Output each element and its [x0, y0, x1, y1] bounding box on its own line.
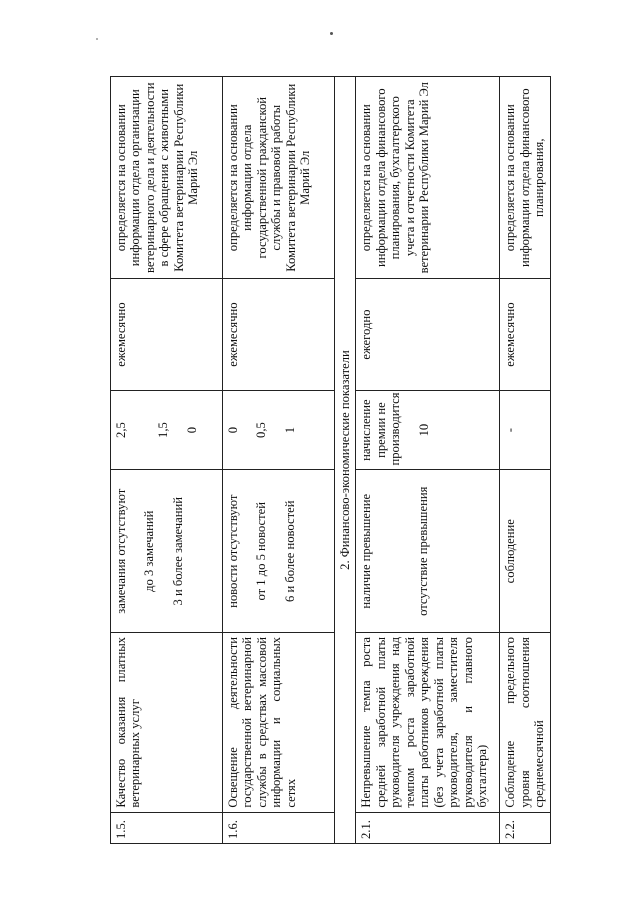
rotated-table-frame	[110, 76, 547, 844]
criteria-cell	[111, 470, 223, 633]
points-value: 1	[282, 426, 297, 434]
criterion: 3 и более замечаний	[170, 497, 185, 606]
indicator-name: Освещение деятельности государственной ветеринарной службы в средствах массовой информации и социальных сетях	[223, 633, 335, 813]
criterion: отсутствие превышения	[415, 486, 430, 616]
criterion: замечания отсутствуют	[114, 488, 128, 614]
section-title: 2. Финансово-экономические показатели	[335, 77, 356, 844]
source-info: определяется на основании информации отдела финансового планирования, бухгалтерского учета и отчетности Комитета ветеринарии Республики Марий Эл	[356, 77, 500, 279]
periodicity: ежемесячно	[500, 279, 550, 390]
indicator-name: Соблюдение предельного уровня соотношения среднемесячной	[500, 633, 550, 813]
points-value: начисление премии не производится	[359, 392, 403, 466]
criterion: от 1 до 5 новостей	[254, 502, 269, 601]
periodicity: ежемесячно	[111, 279, 223, 390]
periodicity: ежемесячно	[223, 279, 335, 390]
points-value: -	[500, 390, 550, 470]
criterion: до 3 замечаний	[142, 510, 157, 592]
points-value: 2,5	[114, 422, 128, 438]
source-info: определяется на основании информации отдела финансового планирования,	[500, 77, 550, 279]
table-row	[111, 77, 223, 844]
indicator-name: Непревышение темпа роста средней заработной платы руководителя учреждения над темпом роста заработной платы работников учреждения (без учета заработной платы руководителя, заместителя руководителя и главного бухгалтера)	[356, 633, 500, 813]
scan-speck	[96, 38, 98, 40]
criteria-table	[110, 76, 551, 844]
source-info: определяется на основании информации отдела организации ветеринарного дела и деятельности в сфере обращения с животными Комитета ветеринарии Республики Марий Эл	[111, 77, 223, 279]
points-value: 0,5	[254, 422, 269, 438]
criteria-cell	[356, 470, 500, 633]
points-cell	[111, 390, 223, 470]
section-header-row	[335, 77, 356, 844]
table-row	[223, 77, 335, 844]
criterion: наличие превышение	[359, 493, 374, 609]
points-value: 0	[184, 426, 199, 434]
periodicity: ежегодно	[356, 279, 500, 390]
criterion: новости отсутствуют	[226, 494, 240, 608]
row-number: 2.1.	[356, 812, 500, 843]
points-cell	[356, 390, 500, 470]
points-value: 1,5	[156, 422, 171, 438]
criterion: соблюдение	[500, 470, 550, 633]
table-row	[500, 77, 550, 844]
points-value: 10	[416, 423, 431, 437]
row-number: 1.6.	[223, 812, 335, 843]
table-row	[356, 77, 500, 844]
criteria-cell	[223, 470, 335, 633]
row-number: 1.5.	[111, 812, 223, 843]
source-info: определяется на основании информации отдела государственной гражданской службы и правовой работы Комитета ветеринарии Республики Марий Эл	[223, 77, 335, 279]
row-number: 2.2.	[500, 812, 550, 843]
indicator-name: Качество оказания платных ветеринарных услуг	[111, 633, 223, 813]
points-cell	[223, 390, 335, 470]
scan-speck	[330, 32, 333, 35]
points-value: 0	[226, 426, 240, 434]
criterion: 6 и более новостей	[282, 500, 297, 602]
rotated-table-content	[110, 76, 547, 844]
